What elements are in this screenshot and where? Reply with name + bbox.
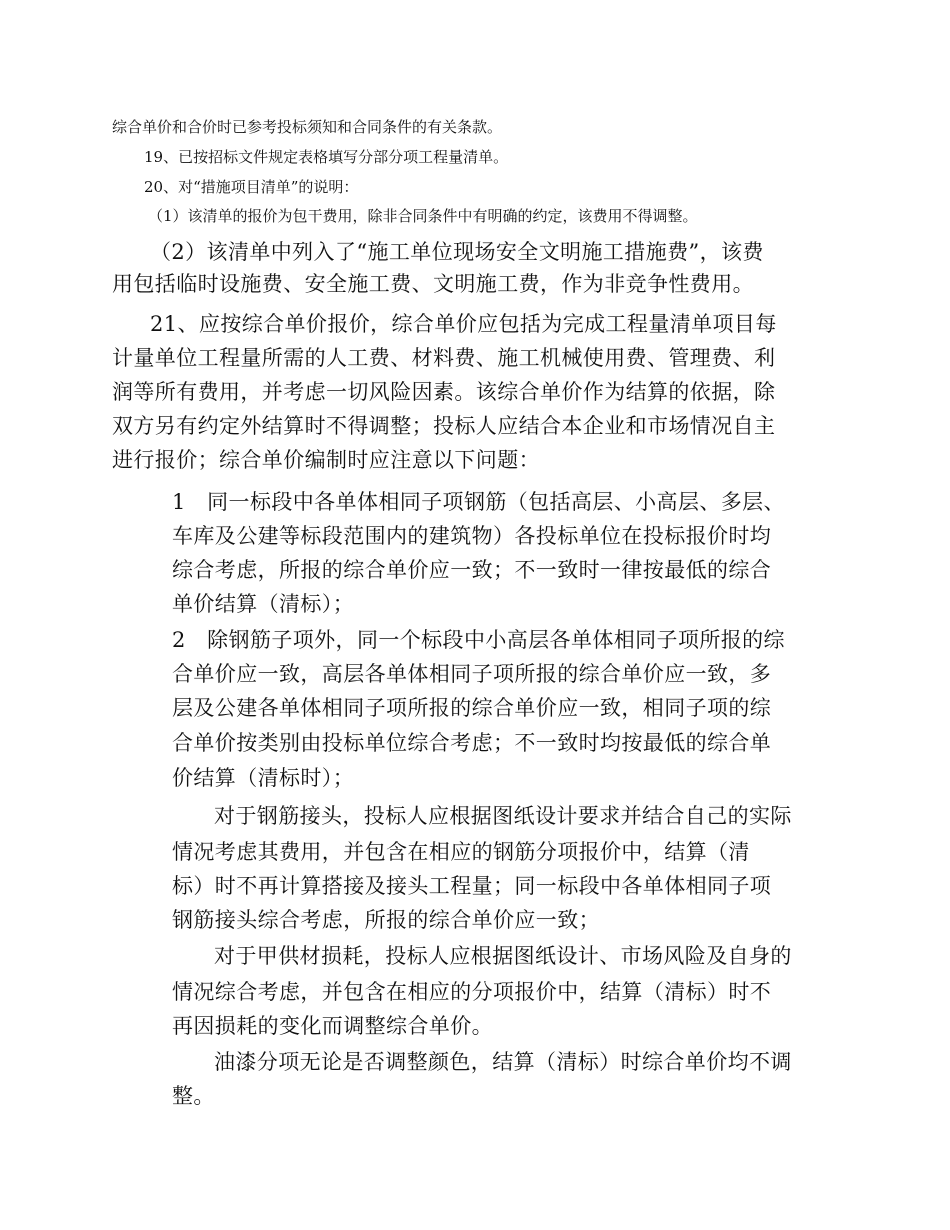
text-line-paint: 油漆分项无论是否调整颜色，结算（清标）时综合单价均不调 [214,1050,792,1074]
text-line-point-2-cont-2: 层及公建各单体相同子项所报的综合单价应一致，相同子项的综 [172,696,772,720]
text-line-point-2-cont-1: 合单价应一致，高层各单体相同子项所报的综合单价应一致，多 [172,662,772,686]
text-line-point-2: 2 除钢筋子项外，同一个标段中小高层各单体相同子项所报的综 [172,628,785,652]
text-line-item-20: 20、对“措施项目清单”的说明： [144,178,359,196]
text-line-rebar-joint-cont-1: 情况考虑其费用，并包含在相应的钢筋分项报价中，结算（清 [172,840,750,864]
text-line-point-2-cont-3: 合单价按类别由投标单位综合考虑；不一致时均按最低的综合单 [172,731,772,755]
text-line-material-loss-cont-1: 情况综合考虑，并包含在相应的分项报价中，结算（清标）时不 [172,980,772,1004]
text-line-point-2-cont-4: 价结算（清标时）； [172,766,355,790]
text-line-point-1-cont-1: 车库及公建等标段范围内的建筑物）各投标单位在投标报价时均 [172,524,772,548]
text-line-item-20-2-cont: 用包括临时设施费、安全施工费、文明施工费，作为非竞争性费用。 [112,272,754,296]
text-line-point-1-cont-3: 单价结算（清标）； [172,592,355,616]
text-line-item-21-cont-3: 双方另有约定外结算时不得调整；投标人应结合本企业和市场情况自主 [112,414,776,438]
text-line-material-loss: 对于甲供材损耗，投标人应根据图纸设计、市场风险及自身的 [214,944,792,968]
text-line-item-21-cont-1: 计量单位工程量所需的人工费、材料费、施工机械使用费、管理费、利 [112,346,776,370]
text-line-paint-cont: 整。 [172,1084,215,1108]
text-line-item-21: 21、应按综合单价报价，综合单价应包括为完成工程量清单项目每 [150,312,777,336]
text-line-rebar-joint: 对于钢筋接头，投标人应根据图纸设计要求并结合自己的实际 [214,804,792,828]
text-line-point-1-cont-2: 综合考虑，所报的综合单价应一致；不一致时一律按最低的综合 [172,558,772,582]
text-line-continuation: 综合单价和合价时已参考投标须知和合同条件的有关条款。 [112,118,503,136]
text-line-item-21-cont-2: 润等所有费用，并考虑一切风险因素。该综合单价作为结算的依据，除 [112,380,776,404]
text-line-item-21-cont-4: 进行报价；综合单价编制时应注意以下问题： [112,448,540,472]
text-line-rebar-joint-cont-2: 标）时不再计算搭接及接头工程量；同一标段中各单体相同子项 [172,874,772,898]
text-line-rebar-joint-cont-3: 钢筋接头综合考虑，所报的综合单价应一致； [172,908,600,932]
text-line-item-19: 19、已按招标文件规定表格填写分部分项工程量清单。 [144,148,509,166]
text-line-point-1: 1 同一标段中各单体相同子项钢筋（包括高层、小高层、多层、 [172,490,785,514]
text-line-item-20-2: （2）该清单中列入了“施工单位现场安全文明施工措施费”，该费 [150,240,764,264]
text-line-item-20-1: （1）该清单的报价为包干费用，除非合同条件中有明确的约定，该费用不得调整。 [148,207,698,225]
text-line-material-loss-cont-2: 再因损耗的变化而调整综合单价。 [172,1014,493,1038]
